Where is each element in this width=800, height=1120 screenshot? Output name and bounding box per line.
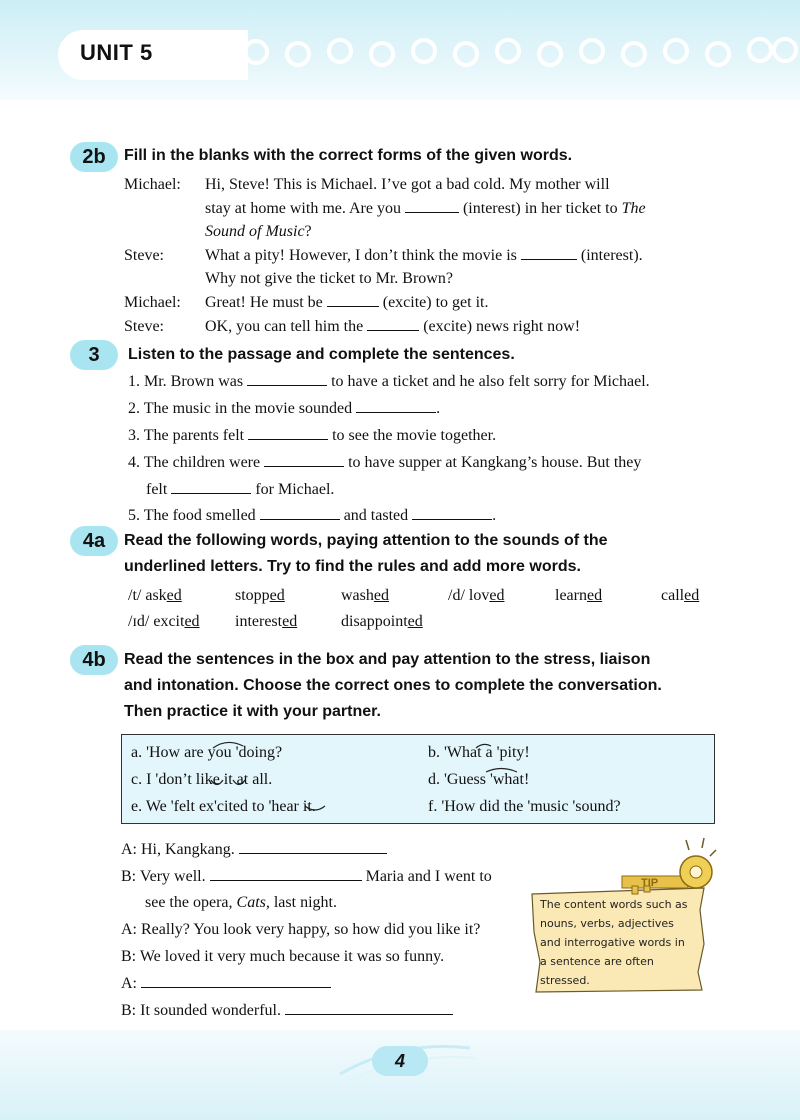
blank[interactable] <box>210 866 362 881</box>
decorative-rings <box>240 34 800 74</box>
text: What a pity! However, I don’t think the movie is <box>205 247 517 264</box>
italic-text: Cats, <box>236 894 270 911</box>
text: to have supper at Kangkang’s house. But they <box>348 454 642 471</box>
word-stem: call <box>661 587 685 604</box>
text: A: Hi, Kangkang. <box>121 841 235 858</box>
text: 4. The children were <box>128 454 261 471</box>
text: for Michael. <box>255 481 335 498</box>
sentence-4-cont <box>146 479 334 501</box>
blank[interactable] <box>521 245 577 260</box>
text: A: <box>121 975 137 992</box>
dialogue-b1-cont <box>145 892 337 914</box>
word-stem: learn <box>555 587 587 604</box>
instruction-3: Listen to the passage and complete the sentences. <box>128 346 515 363</box>
dialogue-a1 <box>121 839 387 861</box>
text: ? <box>304 223 312 240</box>
tip-text: The content words such as nouns, verbs, adjectives and interrogative words in a sentence are often stressed. <box>540 898 688 987</box>
instruction-4a-line1: Read the following words, paying attention to the sounds of the <box>124 532 608 549</box>
box-option-f: f. 'How did the 'music 'sound? <box>428 798 621 815</box>
italic-text: Sound of Music <box>205 223 305 240</box>
blank[interactable] <box>247 371 327 386</box>
text: to see the movie together. <box>332 427 497 444</box>
blank[interactable] <box>367 316 419 331</box>
word-stem: /t/ ask <box>128 587 167 604</box>
word-stem: interest <box>235 613 283 630</box>
word-disappointed <box>341 611 423 633</box>
text: (excite) to get it. <box>382 294 489 311</box>
blank[interactable] <box>285 1000 453 1015</box>
dialogue-a3 <box>121 973 331 995</box>
sentence-2 <box>128 398 440 420</box>
box-option-d: d. 'Guess 'what! <box>428 771 530 788</box>
section-badge-3: 3 <box>70 340 118 370</box>
underlined-ending: ed <box>586 587 603 604</box>
blank[interactable] <box>171 479 251 494</box>
underlined-ending: ed <box>373 587 389 604</box>
sentence-5 <box>128 505 496 527</box>
text: OK, you can tell him the <box>205 318 364 335</box>
word-interested <box>235 611 297 633</box>
word-stem: /ɪd/ excit <box>128 613 185 630</box>
dialogue-line: Why not give the ticket to Mr. Brown? <box>205 270 453 287</box>
dialogue-a2: A: Really? You look very happy, so how did you like it? <box>121 921 481 938</box>
word-stem: wash <box>341 587 374 604</box>
dialogue-line <box>205 316 580 338</box>
underlined-ending: ed <box>282 613 298 630</box>
sentence-1 <box>128 371 650 393</box>
text: . <box>436 400 441 417</box>
blank[interactable] <box>239 839 387 854</box>
underlined-ending: ed <box>684 587 700 604</box>
underlined-ending: ed <box>184 613 200 630</box>
word-asked <box>128 585 182 607</box>
underlined-ending: ed <box>166 587 182 604</box>
dialogue-b1 <box>121 866 492 888</box>
speaker-steve: Steve: <box>124 318 164 335</box>
section-badge-2b: 2b <box>70 142 118 172</box>
word-washed <box>341 585 389 607</box>
box-option-e: e. We 'felt ex'cited to 'hear it. <box>131 798 316 815</box>
dialogue-line <box>205 245 643 267</box>
dialogue-line <box>205 292 488 314</box>
speaker-michael: Michael: <box>124 294 181 311</box>
word-called <box>661 585 699 607</box>
text: see the opera, <box>145 894 233 911</box>
text: 5. The food smelled <box>128 507 256 524</box>
text: Maria and I went to <box>365 868 492 885</box>
text: 1. Mr. Brown was <box>128 373 244 390</box>
text: and tasted <box>343 507 409 524</box>
text: to have a ticket and he also felt sorry for Michael. <box>331 373 650 390</box>
text: Great! He must be <box>205 294 323 311</box>
instruction-4b-line3: Then practice it with your partner. <box>124 703 381 720</box>
speaker-michael: Michael: <box>124 176 181 193</box>
dialogue-b3 <box>121 1000 453 1022</box>
text: . <box>492 507 497 524</box>
box-option-c: c. I 'don’t like it at all. <box>131 771 273 788</box>
text: 2. The music in the movie sounded <box>128 400 353 417</box>
text: last night. <box>273 894 337 911</box>
underlined-ending: ed <box>489 587 505 604</box>
word-stem: /d/ lov <box>448 587 490 604</box>
dialogue-line <box>205 198 646 220</box>
instruction-2b: Fill in the blanks with the correct forms of the given words. <box>124 147 573 164</box>
box-option-a: a. 'How are you 'doing? <box>131 744 283 761</box>
page-number: 4 <box>372 1046 428 1076</box>
dialogue-line <box>205 221 312 243</box>
unit-title: UNIT 5 <box>80 40 153 65</box>
word-stopped <box>235 585 285 607</box>
speaker-steve: Steve: <box>124 247 164 264</box>
dialogue-line: Hi, Steve! This is Michael. I’ve got a bad cold. My mother will <box>205 176 610 193</box>
blank[interactable] <box>405 198 459 213</box>
box-option-b: b. 'What a 'pity! <box>428 744 530 761</box>
instruction-4a-line2: underlined letters. Try to find the rules and add more words. <box>124 558 581 575</box>
underlined-ending: ed <box>269 587 285 604</box>
blank[interactable] <box>141 973 331 988</box>
sentence-4 <box>128 452 641 474</box>
blank[interactable] <box>327 292 379 307</box>
section-badge-4b: 4b <box>70 645 118 675</box>
underlined-ending: ed <box>407 613 423 630</box>
text: felt <box>146 481 168 498</box>
instruction-4b-line2: and intonation. Choose the correct ones to complete the conversation. <box>124 677 662 694</box>
sentence-3 <box>128 425 496 447</box>
text: (interest) in her ticket to <box>462 200 618 217</box>
text: B: Very well. <box>121 868 206 885</box>
blank[interactable] <box>356 398 436 413</box>
tip-label: TIP <box>641 877 659 889</box>
word-excited <box>128 611 200 633</box>
dialogue-b2: B: We loved it very much because it was so funny. <box>121 948 445 965</box>
page-header <box>0 0 800 100</box>
blank[interactable] <box>248 425 328 440</box>
text: (excite) news right now! <box>423 318 581 335</box>
text: B: It sounded wonderful. <box>121 1002 281 1019</box>
italic-text: The <box>621 200 646 217</box>
instruction-4b-line1: Read the sentences in the box and pay attention to the stress, liaison <box>124 651 651 668</box>
word-stem: disappoint <box>341 613 408 630</box>
text: stay at home with me. Are you <box>205 200 401 217</box>
word-stem: stopp <box>235 587 270 604</box>
word-learned <box>555 585 602 607</box>
text: (interest). <box>580 247 643 264</box>
text: 3. The parents felt <box>128 427 245 444</box>
blank[interactable] <box>264 452 344 467</box>
blank[interactable] <box>260 505 340 520</box>
section-badge-4a: 4a <box>70 526 118 556</box>
word-loved <box>448 585 504 607</box>
blank[interactable] <box>412 505 492 520</box>
key-icon <box>622 838 716 894</box>
